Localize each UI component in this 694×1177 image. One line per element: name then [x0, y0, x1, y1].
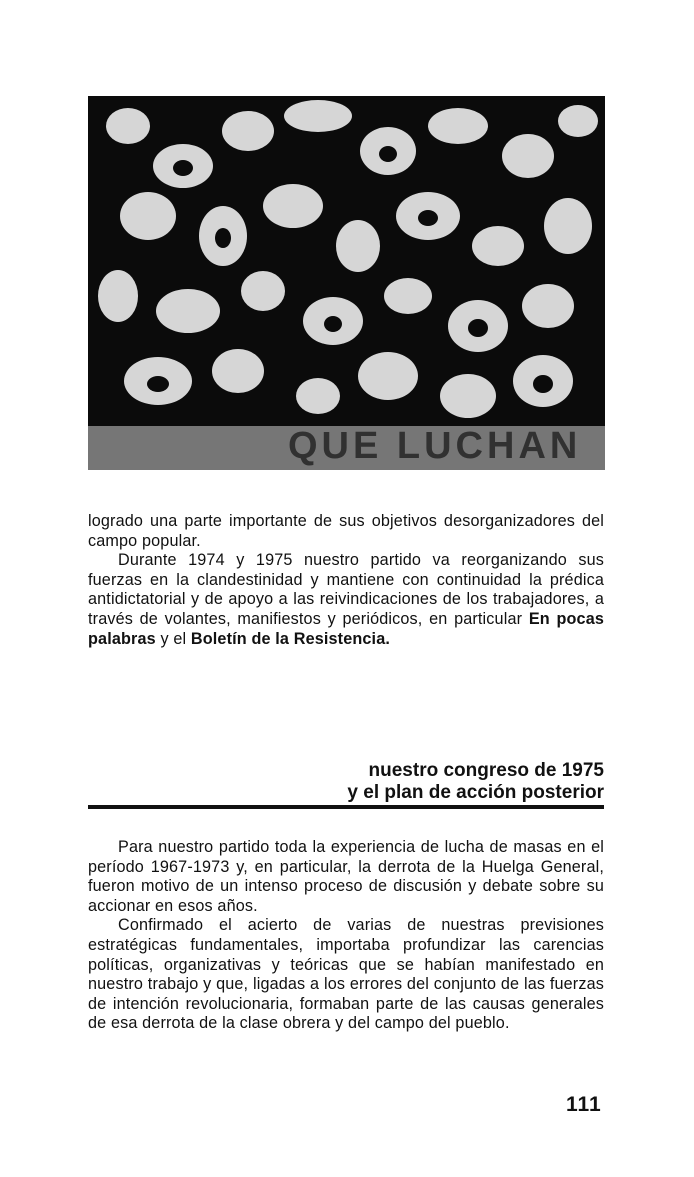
intro-paragraph-2 [88, 551, 604, 649]
section-paragraph-1: Para nuestro partido toda la experiencia de lucha de masas en el período 1967-1973 y, en particular, la derrota de la Huelga General, fueron motivo de un intenso proceso de discusión y debate sobre su accionar en esos años. [88, 838, 604, 915]
publication-title-boletin: Boletín de la Resistencia. [190, 629, 391, 648]
intro-paragraph-2-connector: y el [155, 629, 191, 648]
crowd-photo-graphic [88, 96, 605, 470]
intro-paragraph-1: logrado una parte importante de sus objetivos desorganizadores del campo popular. [88, 512, 604, 550]
heading-rule [88, 805, 604, 809]
section-paragraph-2: Confirmado el acierto de varias de nuestras previsiones estratégicas fundamentales, importaba profundizar las carencias políticas, organizativas y teóricas que se habían manifestado en nuestro trabajo y que, ligadas a los errores del conjunto de las fuerzas de intención revolucionaria, formaban parte de las causas generales de esa derrota de la clase obrera y del campo del pueblo. [88, 916, 604, 1033]
photo-banner-text: QUE LUCHAN [288, 425, 582, 467]
intro-paragraph-2-text: Durante 1974 y 1975 nuestro partido va reorganizando sus fuerzas en la clandestinidad y mantiene con continuidad la prédica antidictatorial y de apoyo a las reivindicaciones de los trabajadores, a través de volantes, manifiestos y periódicos, en particular [88, 551, 604, 628]
crowd-photo [88, 96, 605, 470]
intro-text [88, 512, 604, 649]
publication-title-en-pocas-palabras: En pocas palabras [88, 609, 604, 648]
section-heading-line-2: y el plan de acción posterior [347, 782, 604, 803]
section-body [88, 838, 604, 1034]
page-number: 111 [566, 1093, 602, 1116]
section-heading [184, 760, 604, 804]
section-heading-line-1: nuestro congreso de 1975 [368, 760, 604, 781]
